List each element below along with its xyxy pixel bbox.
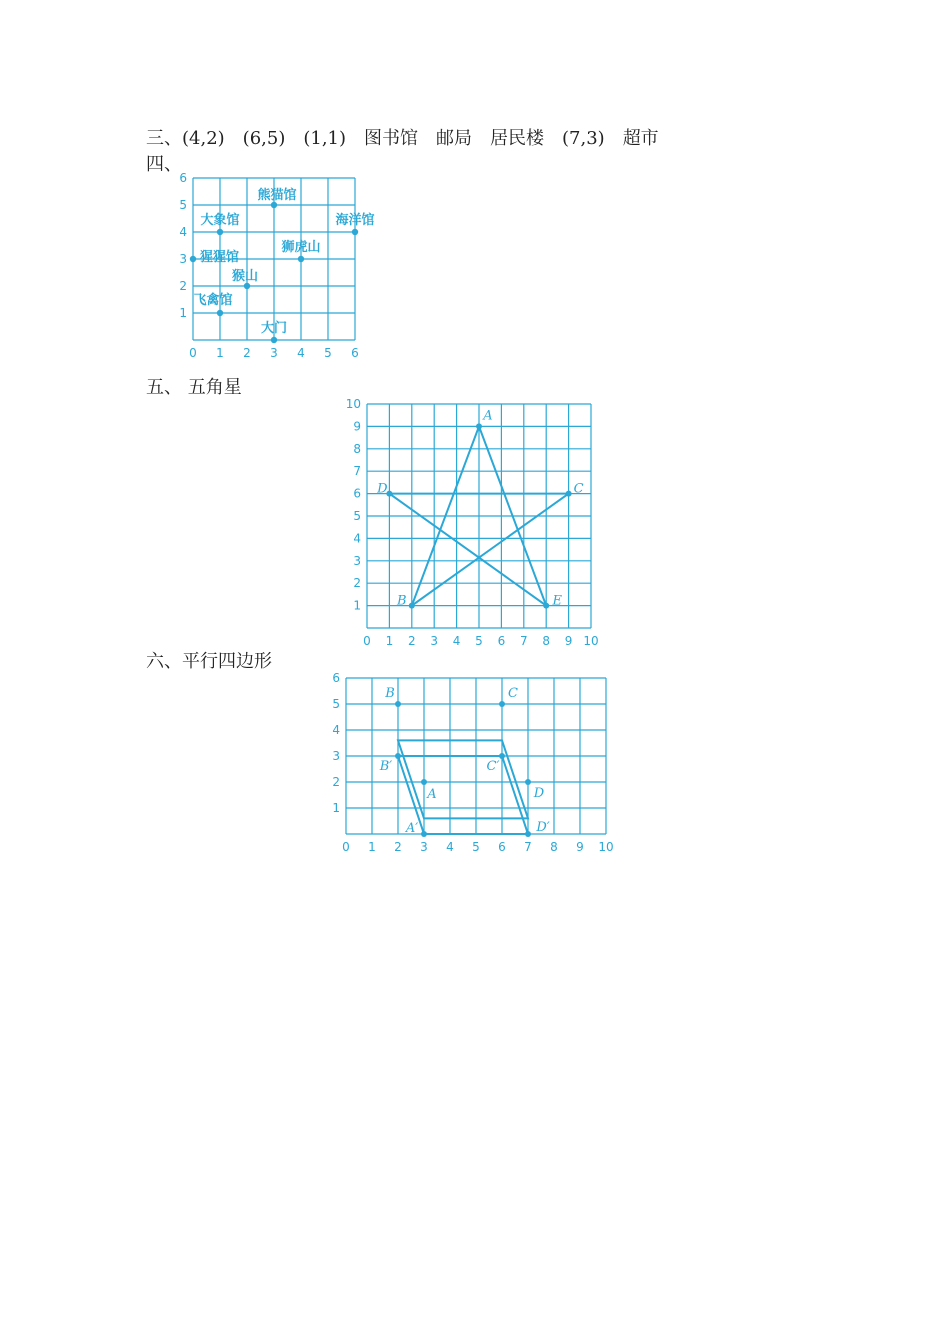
x-tick-label: 6 — [497, 634, 506, 648]
vertex-label: C — [573, 481, 584, 497]
x-tick-label: 9 — [576, 840, 584, 854]
x-tick-label: 2 — [407, 634, 416, 648]
x-tick-label: 8 — [542, 634, 551, 648]
point-marker — [190, 256, 196, 262]
vertex-marker — [543, 603, 549, 609]
vertex-label: C — [508, 686, 518, 701]
vertex-label: A′ — [405, 821, 419, 836]
y-tick-label: 3 — [332, 749, 340, 763]
point-label: 海洋馆 — [335, 213, 375, 228]
x-tick-label: 2 — [394, 840, 402, 854]
y-tick-label: 8 — [353, 441, 361, 456]
vertex-label: E — [552, 593, 562, 609]
y-tick-label: 6 — [332, 671, 340, 685]
x-tick-label: 5 — [324, 346, 332, 360]
y-tick-label: 2 — [179, 279, 187, 293]
vertex-label: D — [533, 786, 545, 801]
y-tick-label: 3 — [353, 553, 361, 568]
x-tick-label: 7 — [519, 634, 528, 648]
y-tick-label: 10 — [345, 397, 361, 411]
vertex-label: C′ — [486, 759, 500, 774]
answer-2: (6,5) — [242, 128, 286, 149]
y-tick-label: 1 — [332, 801, 340, 815]
y-tick-label: 4 — [332, 723, 340, 737]
answer-7: (7,3) — [562, 128, 605, 149]
vertex-label: A — [427, 787, 437, 802]
x-tick-label: 8 — [550, 840, 558, 854]
vertex-marker — [525, 779, 531, 785]
section-3-answers — [146, 124, 677, 150]
x-tick-label: 4 — [446, 840, 454, 854]
point-marker — [352, 229, 358, 235]
x-tick-label: 9 — [564, 634, 573, 648]
answer-5: 邮局 — [436, 128, 473, 149]
vertex-marker — [421, 831, 427, 837]
point-marker — [217, 310, 223, 316]
answer-3: (1,1) — [303, 128, 347, 149]
x-tick-label: 6 — [351, 346, 359, 360]
vertex-marker — [395, 701, 401, 707]
y-tick-label: 5 — [353, 509, 361, 523]
point-label: 狮虎山 — [281, 240, 321, 255]
point-label: 大门 — [260, 321, 288, 336]
y-tick-label: 2 — [332, 775, 340, 789]
vertex-marker — [525, 831, 531, 837]
x-tick-label: 3 — [420, 840, 428, 854]
vertex-label: B — [397, 593, 407, 609]
y-tick-label: 4 — [179, 225, 187, 239]
section-6-heading: 六、平行四边形 — [146, 651, 272, 672]
parallelogram — [398, 740, 528, 818]
answer-1: (4,2) — [182, 128, 225, 149]
vertex-label: A — [483, 408, 493, 424]
point-label: 猴山 — [231, 269, 259, 284]
vertex-marker — [421, 779, 427, 785]
y-tick-label: 1 — [179, 306, 187, 320]
x-tick-label: 3 — [270, 346, 278, 360]
y-tick-label: 9 — [353, 419, 361, 434]
x-tick-label: 0 — [342, 840, 350, 854]
vertex-marker — [409, 603, 415, 609]
point-label: 大象馆 — [200, 213, 240, 228]
x-tick-label: 5 — [475, 634, 483, 648]
vertex-marker — [476, 423, 482, 429]
answer-6: 居民楼 — [490, 128, 545, 149]
section-4-heading: 四、 — [146, 154, 182, 175]
point-marker — [217, 229, 223, 235]
point-label: 熊猫馆 — [257, 188, 297, 203]
point-label: 猩猩馆 — [200, 250, 240, 265]
vertex-label: D′ — [536, 820, 550, 835]
x-tick-label: 3 — [430, 634, 439, 648]
y-tick-label: 3 — [179, 252, 187, 266]
x-tick-label: 1 — [385, 634, 394, 648]
y-tick-label: 5 — [179, 198, 187, 212]
vertex-label: B — [385, 686, 395, 701]
parallelogram-chart — [325, 670, 625, 860]
x-tick-label: 5 — [472, 840, 480, 854]
x-tick-label: 2 — [243, 346, 251, 360]
vertex-label: B′ — [379, 759, 393, 774]
x-tick-label: 10 — [583, 634, 599, 648]
x-tick-label: 1 — [216, 346, 224, 360]
zoo-map-chart — [170, 172, 470, 372]
x-tick-label: 0 — [363, 634, 371, 648]
y-tick-label: 4 — [353, 531, 361, 546]
y-tick-label: 1 — [353, 598, 361, 613]
vertex-marker — [499, 753, 505, 759]
vertex-marker — [499, 701, 505, 707]
point-marker — [298, 256, 304, 262]
star-chart — [340, 395, 620, 655]
point-label: 飞禽馆 — [193, 293, 233, 308]
y-tick-label: 5 — [332, 697, 340, 711]
x-tick-label: 4 — [452, 634, 461, 648]
vertex-label: D — [377, 481, 388, 497]
y-tick-label: 7 — [353, 464, 361, 479]
x-tick-label: 0 — [189, 346, 197, 360]
answer-4: 图书馆 — [364, 128, 419, 149]
x-tick-label: 6 — [498, 840, 506, 854]
point-marker — [271, 337, 277, 343]
vertex-marker — [566, 491, 572, 497]
y-tick-label: 6 — [353, 486, 361, 501]
section-3-prefix: 三、 — [146, 128, 182, 149]
section-5-heading: 五、 五角星 — [146, 377, 242, 398]
y-tick-label: 2 — [353, 576, 361, 591]
x-tick-label: 10 — [598, 840, 614, 854]
vertex-marker — [395, 753, 401, 759]
y-tick-label: 6 — [179, 171, 187, 185]
x-tick-label: 1 — [368, 840, 376, 854]
answer-8: 超市 — [622, 128, 659, 149]
x-tick-label: 7 — [524, 840, 532, 854]
x-tick-label: 4 — [297, 346, 305, 360]
